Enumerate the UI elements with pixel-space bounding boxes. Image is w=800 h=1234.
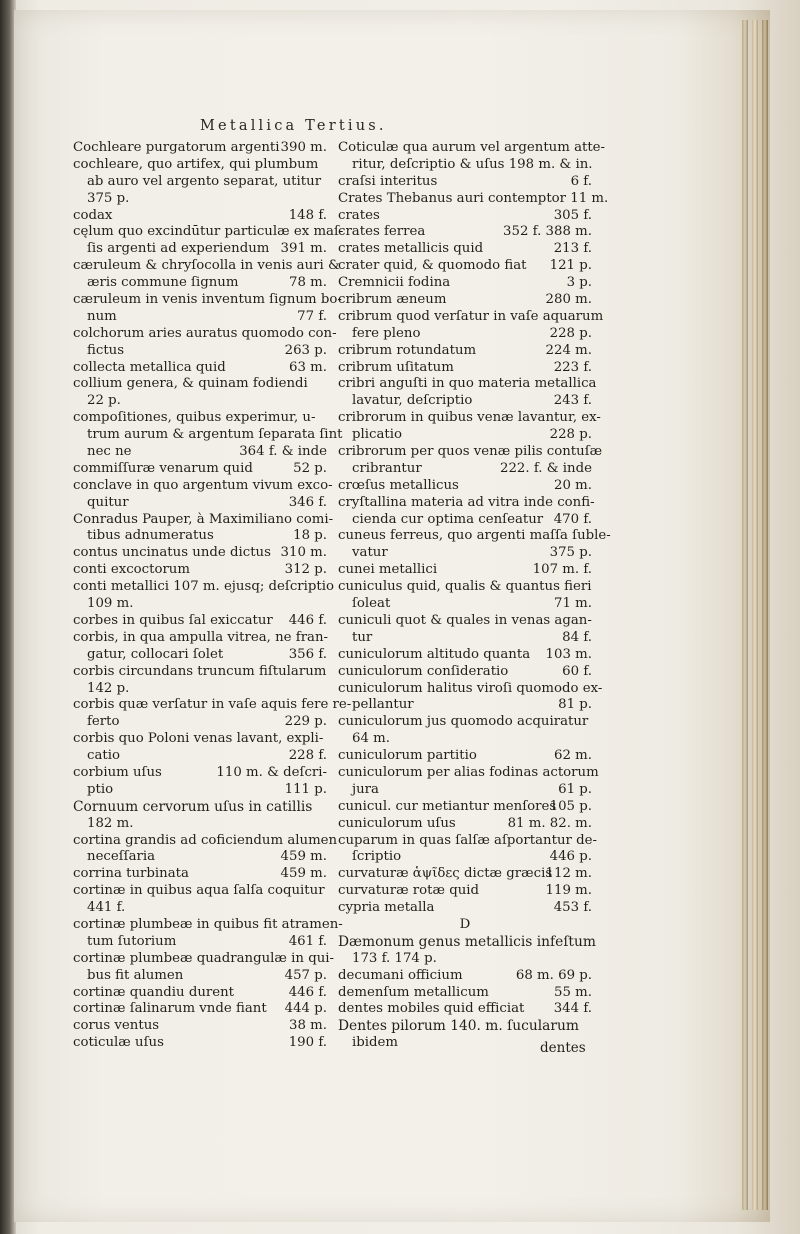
index-entry-text: cribrum quod verſatur in vaſe aquarum [338,308,604,324]
index-entry-line [73,934,327,951]
index-entry-text: cribrorum in quibus venæ lavantur, ex- [338,410,601,426]
index-entry-line [73,360,327,377]
index-entry-line [338,816,592,833]
index-entry-text: conclave in quo argentum vivum exco- [73,477,333,493]
index-entry-text: ſis argenti ad experiendum [87,241,270,257]
index-entry-line [73,664,327,681]
index-entry-line [338,764,599,782]
index-entry-line [338,343,592,360]
index-entry-line [73,782,327,799]
index-entry-text: cochleare, quo artifex, qui plumbum [73,156,319,172]
index-entry-text: tur [352,629,373,645]
index-entry-line [338,157,592,174]
index-entry-line [73,900,327,917]
index-entry-text: corbis circundans truncum fiſtularum [73,663,327,679]
index-page-ref: 112 m. [545,866,592,882]
index-entry-line [338,258,592,275]
index-entry-line [338,427,592,444]
index-page-ref: 457 p. [284,967,327,983]
index-entry-text: cuniculorum partitio [338,748,477,764]
index-page-ref: 107 m. f. [532,562,592,578]
index-entry-text: ſoleat [352,596,391,612]
index-entry-text: tibus adnumeratus [87,528,214,544]
index-entry-line [73,1035,327,1052]
index-entry-line [73,697,352,714]
index-entry-text: compoſitiones, quibus experimur, u- [73,410,316,426]
index-entry-line [338,461,592,478]
index-entry-text: corus ventus [73,1018,160,1034]
index-page-ref: 121 p. [549,258,592,274]
index-entry-text: contus uncinatus unde dictus [73,545,271,561]
index-page-ref: 375 p. [549,545,592,561]
index-page-ref: 119 m. [545,883,592,899]
index-entry-line [73,325,337,343]
index-page-ref: 81 m. 82. m. [507,815,592,831]
index-entry-text: corbis quo Poloni venas lavant, expli- [73,731,324,747]
index-entry-line [338,360,592,377]
index-entry-text: gatur, collocari ſolet [87,646,224,662]
index-page-ref: 312 p. [284,562,327,578]
index-entry-text: demenſum metallicum [338,984,489,1000]
index-page-ref: 38 m. [289,1018,327,1034]
index-page-ref: 310 m. [280,545,327,561]
index-entry-text: cuniculorum conſideratio [338,663,509,679]
index-entry-line [338,224,592,241]
index-entry-line [73,849,327,866]
index-entry-text: cuniculorum per alias fodinas actorum [338,764,599,780]
index-entry-text: dentes mobiles quid efficiat [338,1001,525,1017]
index-entry-text: corrina turbinata [73,866,189,882]
index-entry-text: corbium uſus [73,764,162,780]
index-entry-text: coticulæ uſus [73,1035,164,1051]
index-entry-line [338,799,592,816]
index-entry-text: cuniculorum halitus viroſi quomodo ex- [338,680,603,696]
index-entry-line [338,393,592,410]
index-entry-text: curvaturæ ἁψῖδες dictæ græcis [338,866,553,882]
index-entry-line [338,714,592,731]
index-entry-text: cortinæ plumbeæ quadrangulæ in qui- [73,950,335,966]
index-entry-line [73,968,327,985]
index-page-ref: 390 m. [280,140,327,155]
index-entry-text: cortinæ in quibus aqua ſalſa coquitur [73,883,325,899]
index-entry-line [73,832,338,850]
index-page-ref: 103 m. [545,646,592,662]
index-entry-line [73,528,327,545]
index-page-ref: 364 f. & inde [239,444,327,460]
index-entry-text: æris commune ſignum [87,275,239,291]
index-page-ref: 459 m. [280,849,327,865]
index-entry-line [338,832,597,850]
index-entry-text: crates metallicis quid [338,241,484,257]
index-entry-line [73,376,327,393]
index-page-ref: 84 f. [562,629,592,645]
index-entry-text: num [87,308,117,324]
index-entry-line [73,208,327,225]
index-entry-line [73,630,327,647]
index-entry-line [338,968,592,985]
index-entry-line [338,697,592,714]
index-column-left [73,140,352,1052]
index-entry-line [338,292,592,309]
index-entry-line [73,224,344,241]
index-page-ref: 453 f. [553,900,592,916]
index-entry-line [338,985,592,1002]
index-entry-text: cortina grandis ad coficiendum alumen [73,832,338,848]
index-entry-line [338,562,592,579]
index-entry-line [338,174,592,191]
index-entry-line [338,512,592,529]
index-page-ref: 228 p. [549,427,592,443]
index-entry-line [338,883,592,900]
index-entry-line [73,495,327,512]
index-entry-text: cribrum æneum [338,292,447,308]
index-entry-text: crates ferrea [338,224,426,240]
index-entry-text: 142 p. [87,680,130,696]
index-entry-text: cęlum quo excindūtur particulæ ex maſ- [73,224,344,240]
index-entry-line [338,376,597,393]
index-page-ref: 71 m. [554,596,592,612]
index-entry-text: plicatio [352,427,402,443]
index-entry-text: 182 m. [87,815,134,831]
index-entry-line [338,866,592,883]
index-entry-text: 173 f. 174 p. [352,950,437,966]
index-entry-text: cribrorum per quos venæ pilis contuſæ [338,444,603,460]
index-entry-text: ferto [87,714,120,730]
index-entry-line [338,951,592,968]
index-page-ref: 18 p. [293,528,327,544]
index-entry-line [338,528,611,545]
index-entry-line [338,900,592,917]
index-page-ref: 305 f. [553,207,592,223]
index-entry-text: ibidem [352,1035,399,1051]
index-entry-line [73,748,327,765]
index-page-ref: 20 m. [554,477,592,493]
index-entry-text: cunei metallici [338,562,438,578]
index-entry-line [338,647,592,664]
index-entry-line [73,613,327,630]
index-entry-line [338,782,592,799]
index-entry-text: curvaturæ rotæ quid [338,883,480,899]
index-entry-line [73,241,327,258]
index-page-ref: 446 f. [288,984,327,1000]
index-entry-line [338,933,596,951]
index-entry-text: craſsi interitus [338,173,438,189]
index-page-ref: 63 m. [289,359,327,375]
index-entry-line [73,1001,327,1018]
index-page-ref: 352 f. 388 m. [503,224,592,240]
index-entry-text: Dentes pilorum 140. m. ſucularum [338,1018,579,1035]
index-entry-text: ab auro vel argento separat, utitur [87,173,322,189]
index-entry-line [73,681,327,698]
index-entry-text: Dæmonum genus metallicis infeſtum [338,933,596,950]
index-entry-line [338,748,592,765]
index-entry-text: cuniculorum jus quomodo acquiratur [338,714,589,730]
index-entry-line [338,1018,592,1035]
index-page-ref: 81 p. [558,697,592,713]
index-entry-line [338,140,606,157]
index-page-ref: 229 p. [284,714,327,730]
index-page-ref: 77 f. [297,308,327,324]
index-entry-line [73,765,327,782]
index-entry-text: 109 m. [87,596,134,612]
index-page-ref: 213 f. [553,241,592,257]
index-entry-line [73,461,327,478]
index-entry-text: corbis quæ verſatur in vaſe aquis fere re- [73,697,352,713]
index-page-ref: 243 f. [553,393,592,409]
index-entry-line [73,562,327,579]
index-entry-text: cuneus ferreus, quo argenti maſſa ſuble- [338,528,611,544]
index-entry-line [338,596,592,613]
index-entry-text: cortinæ plumbeæ in quibus fit atramen- [73,916,343,932]
index-entry-text: quitur [87,494,129,510]
index-entry-text: collecta metallica quid [73,359,226,375]
index-entry-line [73,916,343,934]
index-entry-text: cypria metalla [338,900,435,916]
index-page-ref: 280 m. [545,292,592,308]
index-entry-line [73,174,327,191]
index-page-ref: 391 m. [280,241,327,257]
index-page-ref: 223 f. [553,359,592,375]
index-entry-line [338,630,592,647]
index-page-ref: 222. f. & inde [500,460,592,476]
index-entry-text: Conradus Pauper, à Maximiliano comi- [73,511,334,527]
catchword: dentes [540,1040,586,1056]
index-entry-text: decumani officium [338,967,463,983]
index-entry-line [73,883,327,900]
index-page-ref: 60 f. [562,663,592,679]
index-entry-text: cuniculus quid, qualis & quantus fieri [338,579,592,595]
index-entry-text: cuniculorum uſus [338,815,456,831]
index-entry-text: fictus [87,342,125,358]
index-page-ref: 344 f. [553,1001,592,1017]
index-entry-text: D [459,916,471,932]
index-entry-text: catio [87,748,120,764]
index-page-ref: 446 f. [288,612,327,628]
index-entry-text: cuniculi quot & quales in venas agan- [338,612,592,628]
index-page-ref: 52 p. [293,460,327,476]
index-entry-text: corbis, in qua ampulla vitrea, ne fran- [73,629,329,645]
index-entry-text: trum aurum & argentum ſeparata ſint [87,427,343,443]
index-entry-line [73,343,327,360]
index-entry-line [73,511,334,529]
index-entry-line [73,275,327,292]
index-entry-text: 22 p. [87,393,121,409]
index-page-ref: 110 m. & deſcri- [216,764,327,780]
index-entry-line [338,410,601,427]
index-entry-text: ſcriptio [352,849,402,865]
index-page-ref: 55 m. [554,984,592,1000]
index-entry-text: cryſtallina materia ad vitra inde confi- [338,494,595,510]
index-entry-text: fere pleno [352,325,421,341]
index-entry-text: 375 p. [87,190,130,206]
index-entry-text: cuparum in quas ſalſæ aſportantur de- [338,832,597,848]
index-entry-line [73,545,327,562]
index-entry-line [338,494,595,512]
index-entry-line [73,579,335,596]
running-header: Metallica Tertius. [200,118,387,134]
index-entry-line [338,680,603,698]
index-entry-text: corbes in quibus ſal exiccatur [73,612,273,628]
index-entry-line [73,410,327,427]
index-column-right [338,140,611,1052]
index-entry-text: cribrum uſitatum [338,359,454,375]
index-entry-text: conti excoctorum [73,562,190,578]
index-entry-text: Crates Thebanus auri contemptor 11 m. [338,190,609,206]
index-entry-line [338,444,603,461]
index-entry-line [73,596,327,613]
index-entry-text: cribrum rotundatum [338,342,477,358]
index-entry-text: crœſus metallicus [338,477,459,493]
index-page-ref: 224 m. [545,342,592,358]
index-entry-line [73,714,327,731]
index-entry-line [338,664,592,681]
index-entry-line [73,985,327,1002]
index-page-ref: 459 m. [280,866,327,882]
index-entry-text: 441 f. [87,900,126,916]
index-entry-text: cæruleum & chryſocolla in venis auri & [73,258,340,274]
index-entry-line [338,545,592,562]
index-page-ref: 263 p. [284,342,327,358]
index-page-ref: 470 f. [553,511,592,527]
index-page-ref: 346 f. [288,494,327,510]
index-page-ref: 61 p. [558,781,592,797]
index-entry-text: tum ſutorium [87,933,177,949]
index-page-ref: 461 f. [288,933,327,949]
index-entry-line [338,308,604,326]
page-edge [762,20,768,1210]
index-entry-text: cienda cur optima cenſeatur [352,511,544,527]
index-page-ref: 148 f. [288,207,327,223]
index-entry-text: ritur, deſcriptio & uſus 198 m. & in. [352,156,593,172]
index-entry-line [73,950,335,968]
index-entry-text: lavatur, deſcriptio [352,393,473,409]
index-entry-line [73,816,327,833]
index-page-ref: 111 p. [284,781,327,797]
index-entry-text: Coticulæ qua aurum vel argentum atte- [338,140,606,155]
index-entry-text: crater quid, & quomodo fiat [338,258,527,274]
index-entry-line [73,140,327,157]
index-entry-text: cunicul. cur metiantur menſores [338,798,557,814]
index-page-ref: 105 p. [549,798,592,814]
index-page-ref: 190 f. [288,1035,327,1051]
page-edge [752,20,758,1210]
index-section-letter [338,917,592,934]
index-entry-line [338,208,592,225]
index-entry-line [73,731,327,748]
index-entry-line [73,427,343,444]
index-page-ref: 444 p. [284,1001,327,1017]
index-page-ref: 3 p. [566,275,592,291]
index-entry-line [338,241,592,258]
index-entry-line [73,866,327,883]
index-entry-text: cribrantur [352,460,422,476]
index-entry-text: cortinæ quandiu durent [73,984,235,1000]
index-entry-text: jura [352,781,379,797]
index-entry-text: collium genera, & quinam fodiendi [73,376,308,392]
index-page-ref: 62 m. [554,748,592,764]
index-page-ref: 446 p. [549,849,592,865]
page-edge [742,20,748,1210]
index-entry-line [338,731,592,748]
index-entry-text: conti metallici 107 m. ejusq; deſcriptio [73,579,335,595]
index-entry-text: Cremnicii fodina [338,275,451,291]
index-entry-line [338,478,592,495]
index-entry-line [338,613,592,630]
index-entry-line [338,275,592,292]
index-entry-line [338,579,592,596]
index-entry-line [73,309,327,326]
index-entry-text: bus fit alumen [87,967,184,983]
index-page-ref: 356 f. [288,646,327,662]
index-entry-line [73,292,342,309]
index-entry-text: cuniculorum altitudo quanta [338,646,531,662]
index-entry-line [338,326,592,343]
index-entry-text: colchorum aries auratus quomodo con- [73,325,337,341]
index-page-ref: 228 f. [288,748,327,764]
index-entry-text: codax [73,207,113,223]
index-entry-line [73,799,327,816]
index-entry-text: pellantur [352,697,414,713]
index-entry-line [338,1001,592,1018]
index-entry-text: ptio [87,781,114,797]
index-entry-text: commiſſuræ venarum quid [73,460,253,476]
index-entry-text: 64 m. [352,731,390,747]
index-entry-line [73,444,327,461]
index-page-ref: 228 p. [549,325,592,341]
index-entry-text: vatur [352,545,388,561]
index-entry-line [73,258,340,275]
index-entry-text: cortinæ ſalinarum vnde fiant [73,1001,267,1017]
index-entry-line [73,1018,327,1035]
index-page-ref: 78 m. [289,275,327,291]
index-entry-line [73,157,327,174]
index-entry-text: Cornuum cervorum uſus in catillis [73,798,313,815]
index-entry-text: nec ne [87,444,132,460]
index-entry-line [338,849,592,866]
index-entry-line [73,647,327,664]
index-entry-text: crates [338,207,380,223]
index-page-ref: 68 m. 69 p. [515,967,592,983]
index-entry-text: neceſſaria [87,849,156,865]
index-entry-line [73,477,333,495]
index-entry-text: Cochleare purgatorum argenti [73,140,280,155]
index-entry-line [73,191,327,208]
index-entry-text: cæruleum in venis inventum ſignum bo- [73,292,342,308]
index-page-ref: 6 f. [570,173,592,189]
index-entry-text: cribri anguſti in quo materia metallica [338,376,597,392]
index-entry-line [338,190,609,208]
index-entry-line [73,393,327,410]
